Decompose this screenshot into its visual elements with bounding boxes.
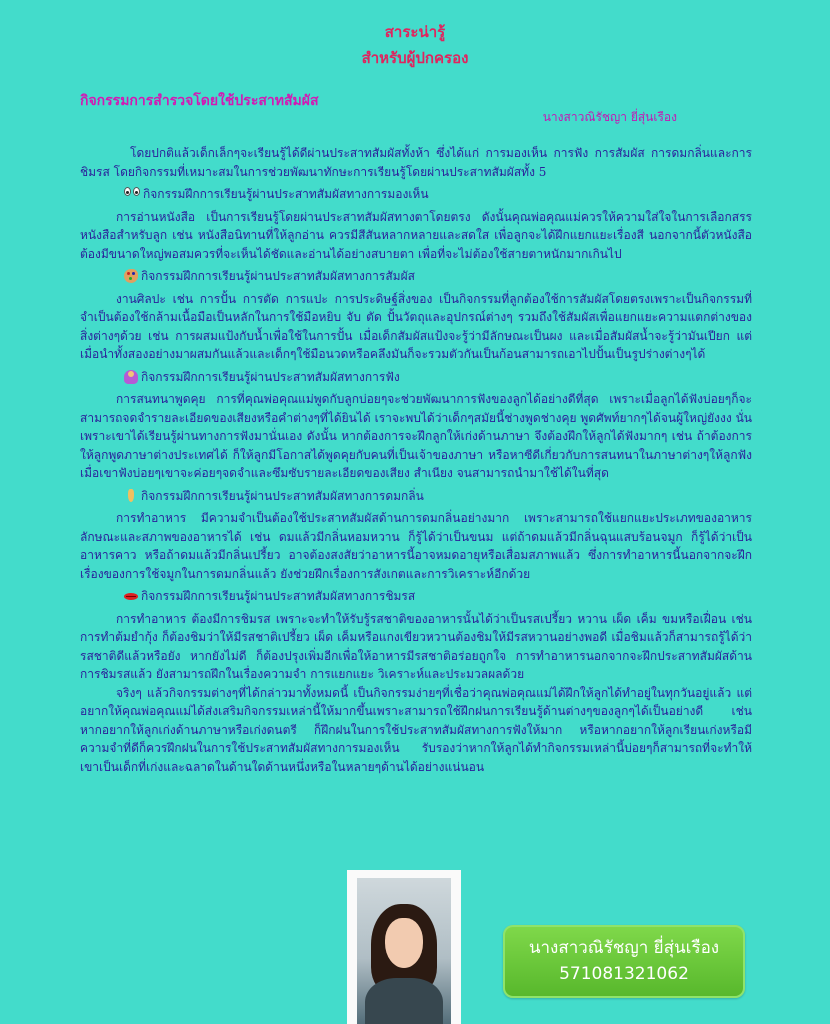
subheading-touch [124, 267, 752, 286]
subheading-text: กิจกรรมฝึกการเรียนรู้ผ่านประสาทสัมผัสทางการสัมผัส [141, 269, 415, 283]
palette-icon [124, 269, 138, 283]
person-icon [124, 370, 138, 384]
subheading-taste [124, 587, 752, 606]
avatar [357, 878, 451, 1024]
intro-paragraph: โดยปกติแล้วเด็กเล็กๆจะเรียนรู้ได้ดีผ่านประสาทสัมผัสทั้งห้า ซึ่งได้แก่ การมองเห็น การฟัง การสัมผัส การดมกลิ่นและการชิมรส โดยกิจกรรมที่เหมาะสมในการช่วยพัฒนาทักษะการเรียนรู้โดยผ่านประสาทสัมผัสทั้ง 5 [80, 146, 752, 179]
student-id-label: 571081321062 [559, 964, 689, 984]
author-name-label: นางสาวณิรัชญา ยี่สุ่นเรือง [528, 938, 720, 958]
section-heading: กิจกรรมการสำรวจโดยใช้ประสาทสัมผัส [80, 93, 319, 109]
profile-photo [347, 870, 461, 1024]
subheading-text: กิจกรรมฝึกการเรียนรู้ผ่านประสาทสัมผัสทางการฟัง [141, 369, 400, 384]
paragraph-sight: การอ่านหนังสือ เป็นการเรียนรู้โดยผ่านประสาทสัมผัสทางตาโดยตรง ดังนั้นคุณพ่อคุณแม่ควรให้ความใส่ใจในการเลือกสรรหนังสือสำหรับลูก เช่น หนังสือนิทานที่ให้ลูกอ่าน ควรมีสีสันหลากหลายและสดใส เพื่อลูกจะได้ฝึกแยกแยะเรื่องสี นอกจากนี้ตัวหนังสือต้องมีขนาดใหญ่พอสมควรที่จะเห็นได้ชัดและอ่านได้อย่างสบายตา เพื่อที่จะไม่ต้องใช้สายตาหนักมากเกินไป [80, 209, 752, 261]
paragraph-smell: การทำอาหาร มีความจำเป็นต้องใช้ประสาทสัมผัสด้านการดมกลิ่นอย่างมาก เพราะสามารถใช้แยกแยะประเภทของอาหาร ลักษณะและสภาพของอาหารได้ เช่น ดมแล้วมีกลิ่นหอมหวาน ก็รู้ได้ว่าเป็นขนม แต่ถ้าดมแล้วมีกลิ่นฉุนแสบร้อนจมูก ก็รู้ได้ว่าเป็นอาหารคาว หรือถ้าดมแล้วมีกลิ่นเปรี้ยว อาจต้องสงสัยว่าอาหารนี้อาจหมดอายุหรือเสื่อมสภาพแล้ว ซึ่งการทำอาหารนี้นอกจากจะฝึกเรื่องของการใช้จมูกในการดมกลิ่นแล้ว ยังช่วยฝึกเรื่องการสังเกตและการวิเคราะห์อีกด้วย [80, 511, 752, 581]
subheading-text: กิจกรรมฝึกการเรียนรู้ผ่านประสาทสัมผัสทางการชิมรส [141, 589, 416, 603]
page-subtitle: สำหรับผู้ปกครอง [361, 49, 469, 67]
lips-icon [124, 589, 138, 603]
article-body [80, 144, 752, 776]
conclusion-paragraph: จริงๆ แล้วกิจกรรมต่างๆที่ได้กล่าวมาทั้งหมดนี้ เป็นกิจกรรมง่ายๆที่เชื่อว่าคุณพ่อคุณแม่ได้ฝึกให้ลูกได้ทำอยู่ในทุกวันอยู่แล้ว แต่อยากให้คุณพ่อคุณแม่ได้ส่งเสริมกิจกรรมเหล่านี้ให้มากขึ้นเพราะสามารถใช้ฝึกฝนการเรียนรู้ด้านต่างๆของลูกๆได้เป็นอย่างดี เช่น หากอยากให้ลูกเก่งด้านภาษาหรือเก่งดนตรี ก็ฝึกฝนในการใช้ประสาทสัมผัสทางการฟังให้มาก หรือหากอยากให้ลูกเรียนเก่งหรือมีความจำที่ดีก็ควรฝึกฝนในการใช้ประสาทสัมผัสทางการมองเห็น รับรองว่าหากให้ลูกได้ทำกิจกรรมเหล่านี้บ่อยๆก็สามารถที่จะทำให้เขาเป็นเด็กที่เก่งและฉลาดในด้านใดด้านหนึ่งหรือในหลายๆด้านได้อย่างแน่นอน [80, 685, 752, 774]
paragraph-hearing: การสนทนาพูดคุย การที่คุณพ่อคุณแม่พูดกับลูกบ่อยๆจะช่วยพัฒนาการฟังของลูกได้อย่างดีที่สุด เพราะเมื่อลูกได้ฟังบ่อยๆก็จะสามารถจดจำรายละเอียดของเสียงหรือคำต่างๆที่ได้ยินได้ เราจะพบได้ว่าเด็กๆสมัยนี้ช่างพูดช่างคุย พูดศัพท์ยากๆได้จนผู้ใหญ่ยังงง นั่นเพราะเขาได้เรียนรู้ผ่านทางการฟังมานั่นเอง ดังนั้น หากต้องการจะฝึกลูกให้เก่งด้านภาษา จึงต้องฝึกให้ลูกได้ฟังมากๆ เช่น ถ้าต้องการให้ลูกพูดภาษาต่างประเทศได้ ก็ให้ลูกมีโอกาสได้พูดคุยกับคนที่เป็นเจ้าของภาษา หรือหาซีดีเกี่ยวกับการสนทนาในภาษาต่างๆให้ลูกฟัง เมื่อเขาฟังบ่อยๆเขาจะค่อยๆจดจำและซึมซับรายละเอียดของเสียง สำเนียง จนสามารถนำมาใช้ได้ในที่สุด [80, 392, 752, 480]
subheading-text: กิจกรรมฝึกการเรียนรู้ผ่านประสาทสัมผัสทางการมองเห็น [143, 187, 429, 201]
subheading-text: กิจกรรมฝึกการเรียนรู้ผ่านประสาทสัมผัสทางการดมกลิ่น [141, 488, 424, 503]
subheading-sight [124, 185, 752, 204]
subheading-hearing [124, 368, 752, 387]
eyes-icon [124, 187, 140, 201]
paragraph-taste: การทำอาหาร ต้องมีการชิมรส เพราะจะทำให้รับรู้รสชาติของอาหารนั้นได้ว่าเป็นรสเปรี้ยว หวาน เผ็ด เค็ม ขมหรือเฝื่อน เช่น การทำต้มยำกุ้ง ก็ต้องชิมว่าให้มีรสชาติเปรี้ยว เผ็ด เค็มหรือแกงเขียวหวานต้องชิมให้มีรสหวานอย่างพอดี เมื่อชิมแล้วก็สามารถรู้ได้ว่ารสชาติดีแล้วหรือยัง หากยังไม่ดี ก็ต้องปรุงเพิ่มอีกเพื่อให้อาหารมีรสชาติอร่อยถูกใจ การทำอาหารนอกจากจะฝึกประสาทสัมผัสด้านการชิมรสแล้ว ยังสามารถฝึกในเรื่องความจำ การแยกแยะ วิเคราะห์และประมวลผลด้วย [80, 611, 752, 681]
nose-icon [124, 489, 138, 503]
subheading-smell [124, 487, 752, 506]
author-name: นางสาวณิรัชญา ยี่สุ่นเรือง [542, 110, 677, 124]
paragraph-touch: งานศิลปะ เช่น การปั้น การตัด การแปะ การประดิษฐ์สิ่งของ เป็นกิจกรรมที่ลูกต้องใช้การสัมผัสโดยตรงเพราะเป็นกิจกรรมที่จำเป็นต้องใช้กล้ามเนื้อมือเป็นหลักในการใช้มือหยิบ จับ ตัด ปั้นวัตถุและอุปกรณ์ต่างๆ รวมถึงใช้สัมผัสเพื่อแยกแยะความแตกต่างของสิ่งต่างๆด้วย เช่น การผสมแป้งกับน้ำเพื่อใช้ในการปั้น เมื่อเด็กสัมผัสแป้งจะรู้ว่ามีลักษณะเป็นผง และเมื่อสัมผัสน้ำจะรู้ว่ามันเปียก แต่เมื่อนำทั้งสองอย่างมาผสมกันแล้วและเด็กๆใช้มือนวดหรือคลึงมันก็จะรวมตัวกันเป็นก้อนสามารถเอาไปปั้นเป็นรูปร่างต่างๆได้ [80, 291, 752, 361]
page-title: สาระน่ารู้ [384, 23, 446, 41]
author-name-button[interactable] [503, 925, 745, 998]
